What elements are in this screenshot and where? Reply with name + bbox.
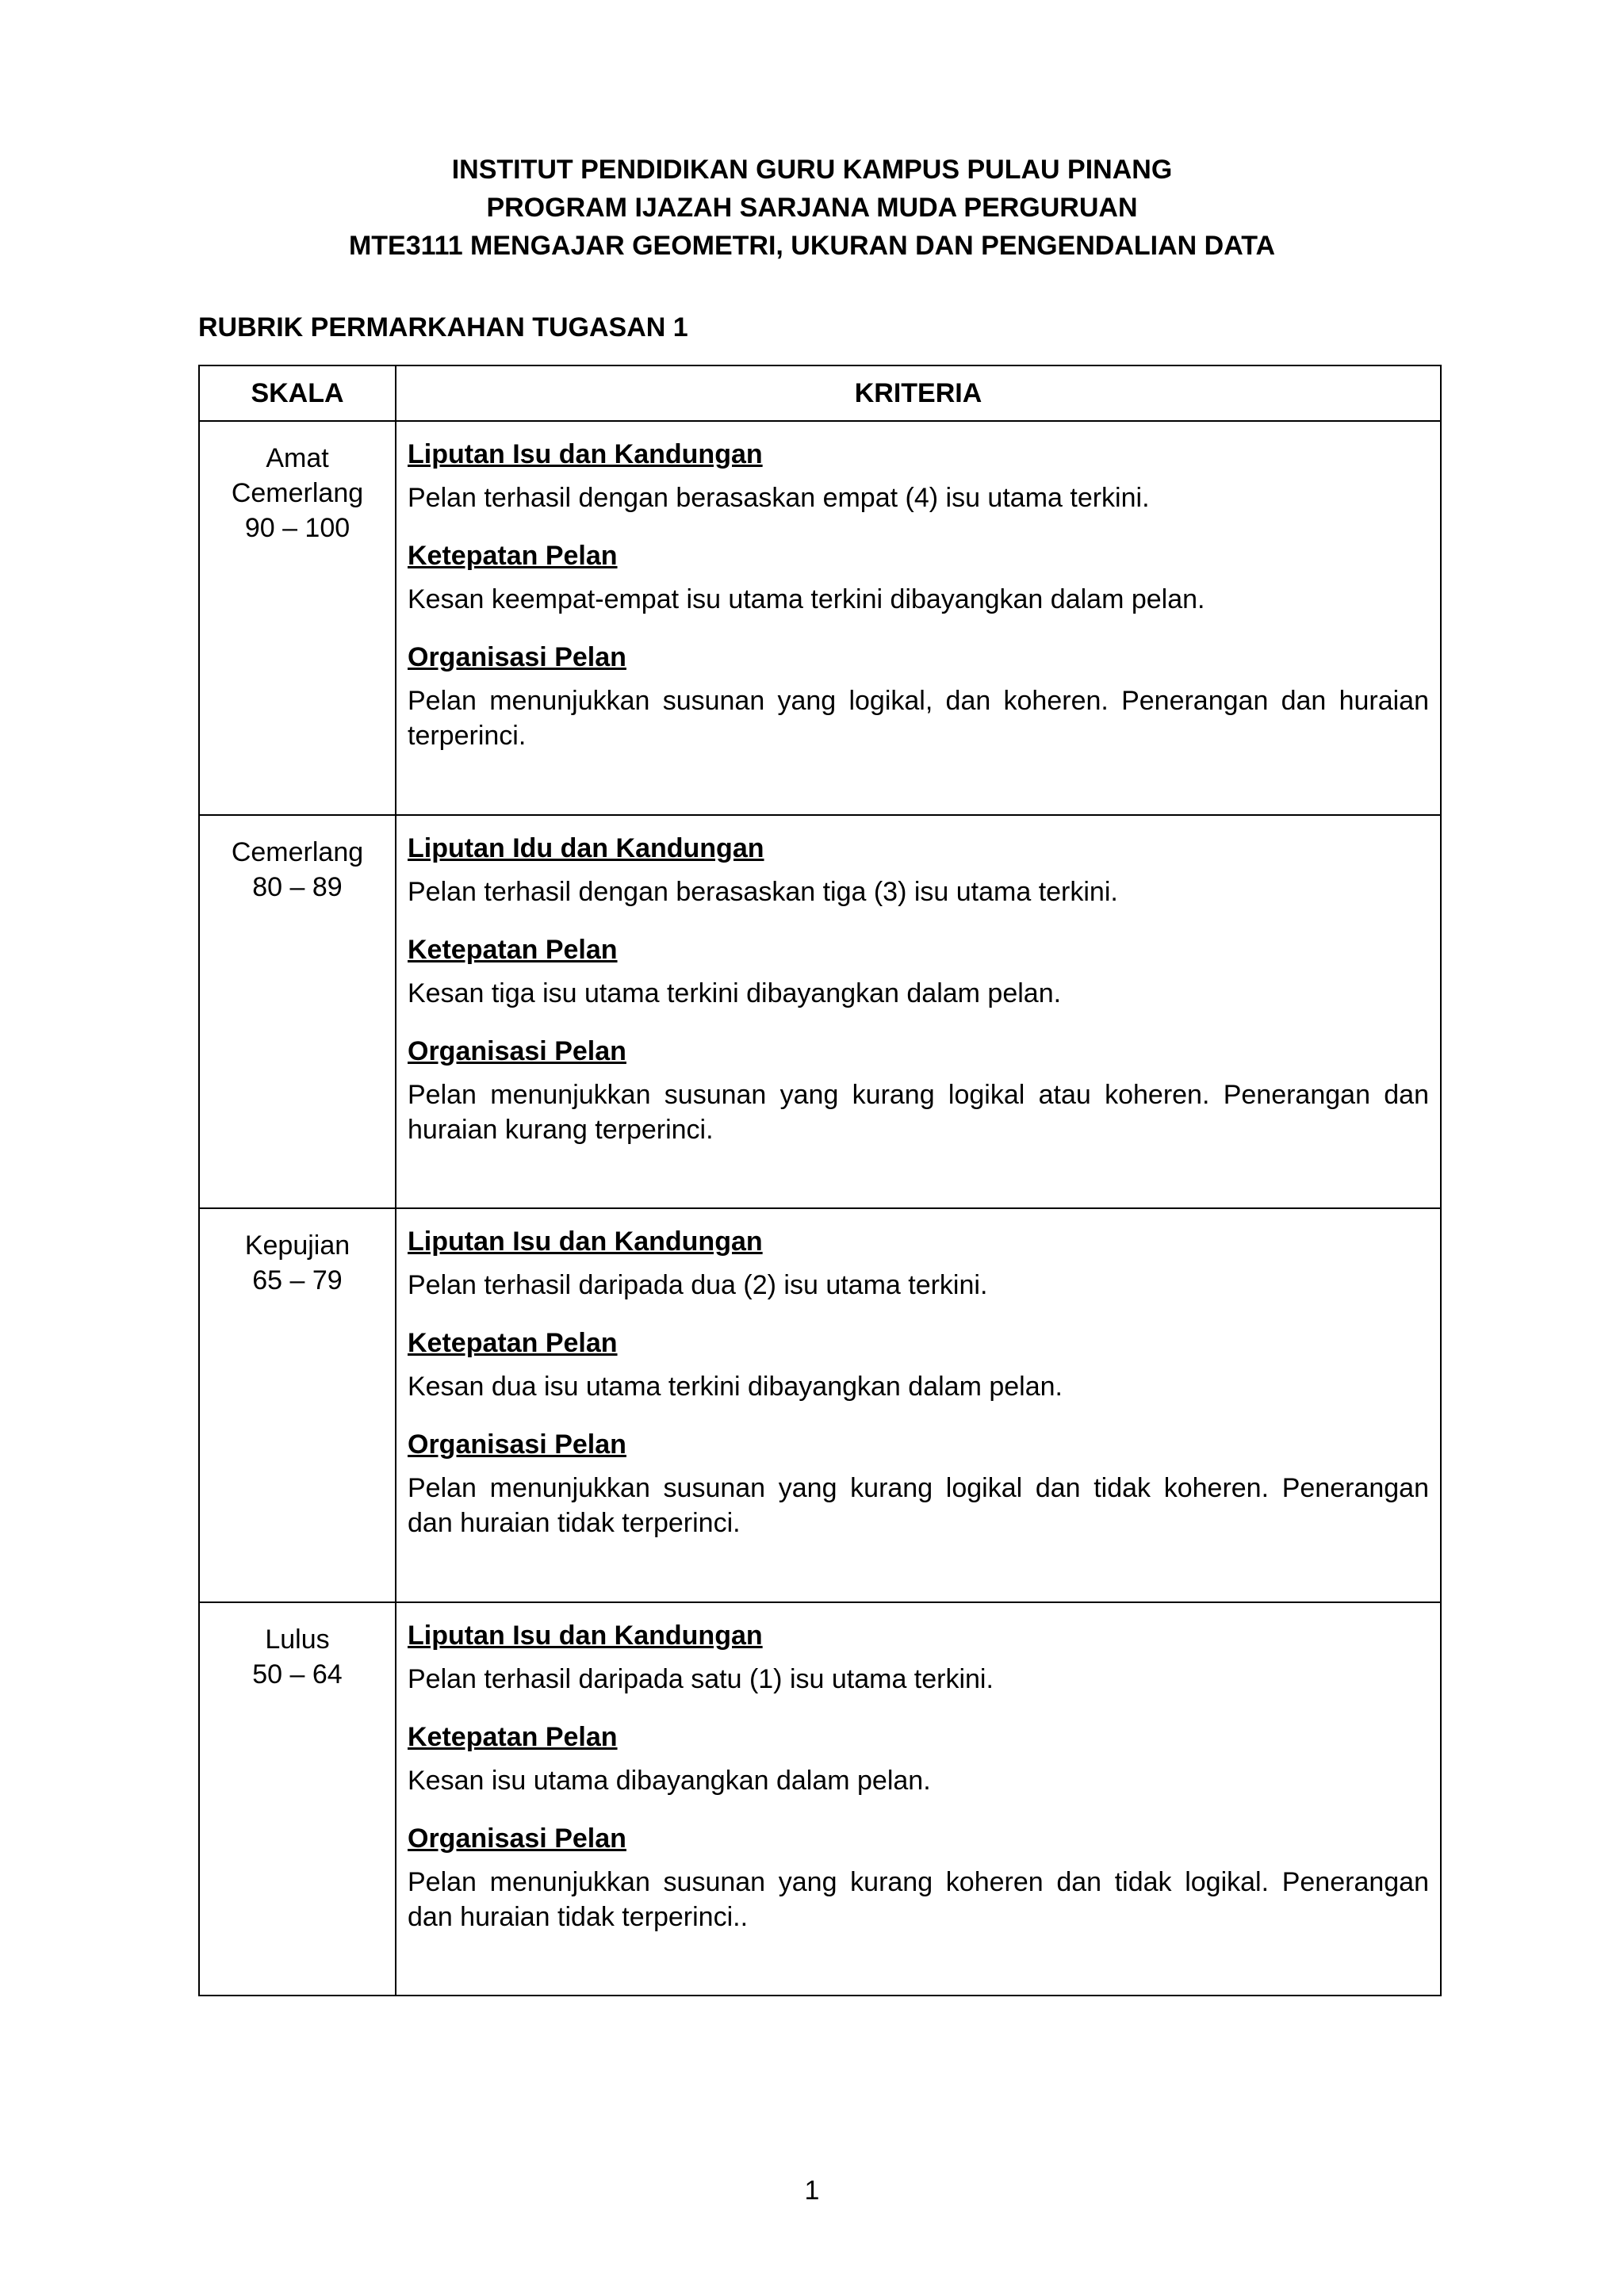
scale-name: Lulus (265, 1624, 330, 1655)
header-institute: INSTITUT PENDIDIKAN GURU KAMPUS PULAU PINANG (451, 155, 1173, 185)
criteria-cell (396, 1602, 1441, 1996)
scale-range: 80 – 89 (252, 871, 343, 902)
criteria-cell (396, 421, 1441, 815)
scale-cell (199, 1208, 396, 1602)
criterion-title: Organisasi Pelan (408, 1429, 626, 1460)
page-number: 1 (804, 2175, 820, 2206)
criterion-block (408, 1619, 1429, 1697)
scale-name: Amat (266, 443, 329, 473)
header-course: MTE3111 MENGAJAR GEOMETRI, UKURAN DAN PENGENDALIAN DATA (348, 231, 1276, 261)
criterion-text: Kesan keempat-empat isu utama terkini dibayangkan dalam pelan. (408, 584, 1205, 614)
criterion-text: Pelan terhasil daripada dua (2) isu utama terkini. (408, 1270, 988, 1300)
scale-name: Cemerlang (231, 478, 364, 508)
scale-cell (199, 1602, 396, 1996)
criterion-text: Pelan terhasil dengan berasaskan empat (4) isu utama terkini. (408, 483, 1150, 513)
column-header-kriteria: KRITERIA (396, 365, 1441, 421)
criterion-title: Liputan Idu dan Kandungan (408, 832, 764, 863)
criterion-block (408, 1035, 1429, 1147)
criterion-title: Ketepatan Pelan (408, 541, 618, 571)
criterion-block (408, 832, 1429, 909)
table-row (199, 421, 1441, 815)
criterion-block (408, 539, 1429, 617)
rubric-table (198, 365, 1442, 1996)
criterion-title: Ketepatan Pelan (408, 1328, 618, 1358)
criterion-block (408, 1225, 1429, 1303)
criterion-text: Pelan menunjukkan susunan yang kurang logikal dan tidak koheren. Penerangan dan huraian tidak terperinci. (408, 1473, 1429, 1538)
table-header-row (199, 365, 1441, 421)
criterion-title: Liputan Isu dan Kandungan (408, 439, 763, 469)
criterion-title: Organisasi Pelan (408, 1035, 626, 1066)
criterion-text: Pelan menunjukkan susunan yang kurang koheren dan tidak logikal. Penerangan dan huraian tidak terperinci.. (408, 1866, 1429, 1932)
scale-cell (199, 815, 396, 1209)
criterion-title: Liputan Isu dan Kandungan (408, 1620, 763, 1651)
scale-range: 65 – 79 (252, 1265, 343, 1295)
criterion-block (408, 1822, 1429, 1934)
scale-cell (199, 421, 396, 815)
rubric-title: RUBRIK PERMARKAHAN TUGASAN 1 (198, 312, 688, 342)
criterion-text: Kesan tiga isu utama terkini dibayangkan dalam pelan. (408, 978, 1062, 1008)
criterion-block (408, 1428, 1429, 1540)
criterion-block (408, 1326, 1429, 1404)
document-header (0, 151, 1624, 265)
scale-name: Kepujian (244, 1230, 350, 1261)
criterion-text: Kesan dua isu utama terkini dibayangkan dalam pelan. (408, 1372, 1063, 1402)
criteria-cell (396, 1208, 1441, 1602)
criterion-title: Organisasi Pelan (408, 1823, 626, 1854)
criterion-block (408, 641, 1429, 753)
criterion-title: Ketepatan Pelan (408, 934, 618, 965)
table-row (199, 1208, 1441, 1602)
column-header-skala: SKALA (199, 365, 396, 421)
criterion-text: Pelan menunjukkan susunan yang kurang logikal atau koheren. Penerangan dan huraian kurang terperinci. (408, 1079, 1429, 1145)
criterion-title: Ketepatan Pelan (408, 1721, 618, 1752)
criterion-block (408, 438, 1429, 515)
criterion-text: Pelan terhasil daripada satu (1) isu utama terkini. (408, 1663, 994, 1694)
criterion-text: Pelan menunjukkan susunan yang logikal, dan koheren. Penerangan dan huraian terperinci. (408, 686, 1429, 751)
criterion-block (408, 933, 1429, 1011)
scale-name: Cemerlang (231, 836, 364, 867)
criterion-title: Liputan Isu dan Kandungan (408, 1226, 763, 1257)
table-row (199, 815, 1441, 1209)
criterion-title: Organisasi Pelan (408, 642, 626, 672)
scale-range: 50 – 64 (252, 1659, 343, 1689)
criteria-cell (396, 815, 1441, 1209)
scale-range: 90 – 100 (244, 513, 350, 543)
criterion-block (408, 1720, 1429, 1798)
table-row (199, 1602, 1441, 1996)
criterion-text: Pelan terhasil dengan berasaskan tiga (3) isu utama terkini. (408, 876, 1118, 907)
criterion-text: Kesan isu utama dibayangkan dalam pelan. (408, 1765, 931, 1796)
header-program: PROGRAM IJAZAH SARJANA MUDA PERGURUAN (486, 193, 1138, 223)
